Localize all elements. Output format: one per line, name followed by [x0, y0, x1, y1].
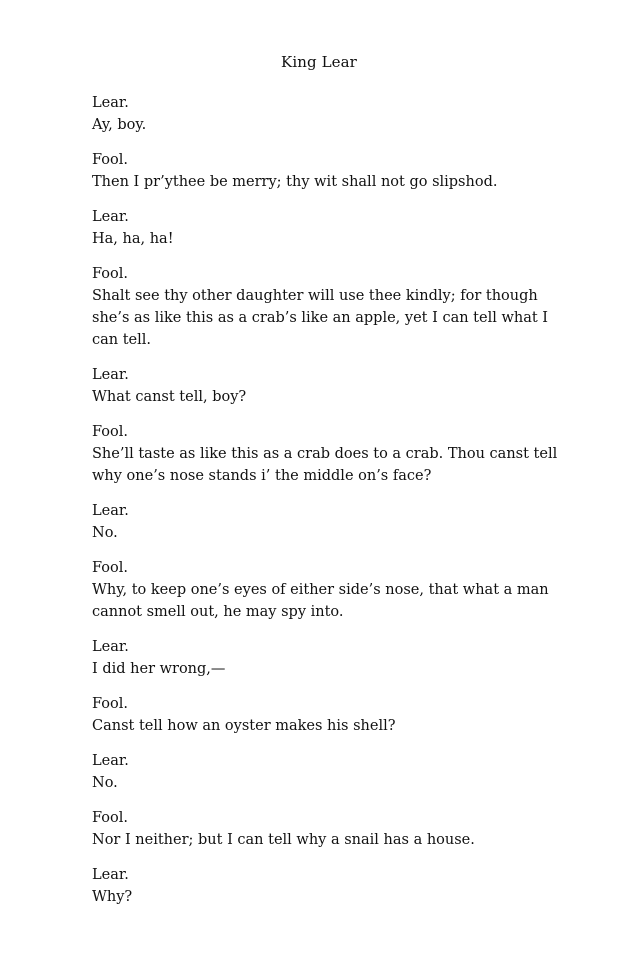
- speech-text: Nor I neither; but I can tell why a snail has a house.: [92, 832, 475, 848]
- speaker-name: Fool.: [92, 810, 128, 826]
- speaker-name: Lear.: [92, 367, 129, 383]
- speaker-name: Lear.: [92, 503, 129, 519]
- speech-block: [92, 636, 562, 680]
- speech-text: Canst tell how an oyster makes his shell?: [92, 718, 396, 734]
- speech-block: [92, 263, 562, 351]
- speaker-name: Lear.: [92, 95, 129, 111]
- speech-text: Shalt see thy other daughter will use thee kindly; for though she’s as like this as a crab’s like an apple, yet I can tell what I can tell.: [92, 288, 549, 348]
- speech-text: Why, to keep one’s eyes of either side’s nose, that what a man cannot smell out, he may spy into.: [92, 582, 549, 620]
- speech-text: Why?: [92, 889, 133, 905]
- speaker-name: Fool.: [92, 152, 128, 168]
- speaker-name: Lear.: [92, 209, 129, 225]
- speech-block: [92, 807, 562, 851]
- speaker-name: Fool.: [92, 266, 128, 282]
- running-header: King Lear: [281, 53, 357, 71]
- speaker-name: Fool.: [92, 424, 128, 440]
- speech-text: Then I pr’ythee be merry; thy wit shall not go slipshod.: [92, 174, 498, 190]
- speech-text: I did her wrong,—: [92, 661, 226, 677]
- speaker-name: Lear.: [92, 753, 129, 769]
- speech-text: Ha, ha, ha!: [92, 231, 174, 247]
- speech-block: [92, 557, 562, 623]
- play-script: [92, 92, 562, 921]
- speech-block: [92, 693, 562, 737]
- speech-block: [92, 421, 562, 487]
- speech-block: [92, 206, 562, 250]
- speech-block: [92, 500, 562, 544]
- speaker-name: Lear.: [92, 639, 129, 655]
- speech-block: [92, 750, 562, 794]
- speech-text: What canst tell, boy?: [92, 389, 247, 405]
- speech-block: [92, 864, 562, 908]
- speech-text: No.: [92, 775, 118, 791]
- speech-text: No.: [92, 525, 118, 541]
- speech-block: [92, 364, 562, 408]
- speaker-name: Lear.: [92, 867, 129, 883]
- speech-text: Ay, boy.: [92, 117, 147, 133]
- speech-block: [92, 92, 562, 136]
- speaker-name: Fool.: [92, 560, 128, 576]
- speech-text: She’ll taste as like this as a crab does to a crab. Thou canst tell why one’s nose stands i’ the middle on’s face?: [92, 446, 558, 484]
- speaker-name: Fool.: [92, 696, 128, 712]
- speech-block: [92, 149, 562, 193]
